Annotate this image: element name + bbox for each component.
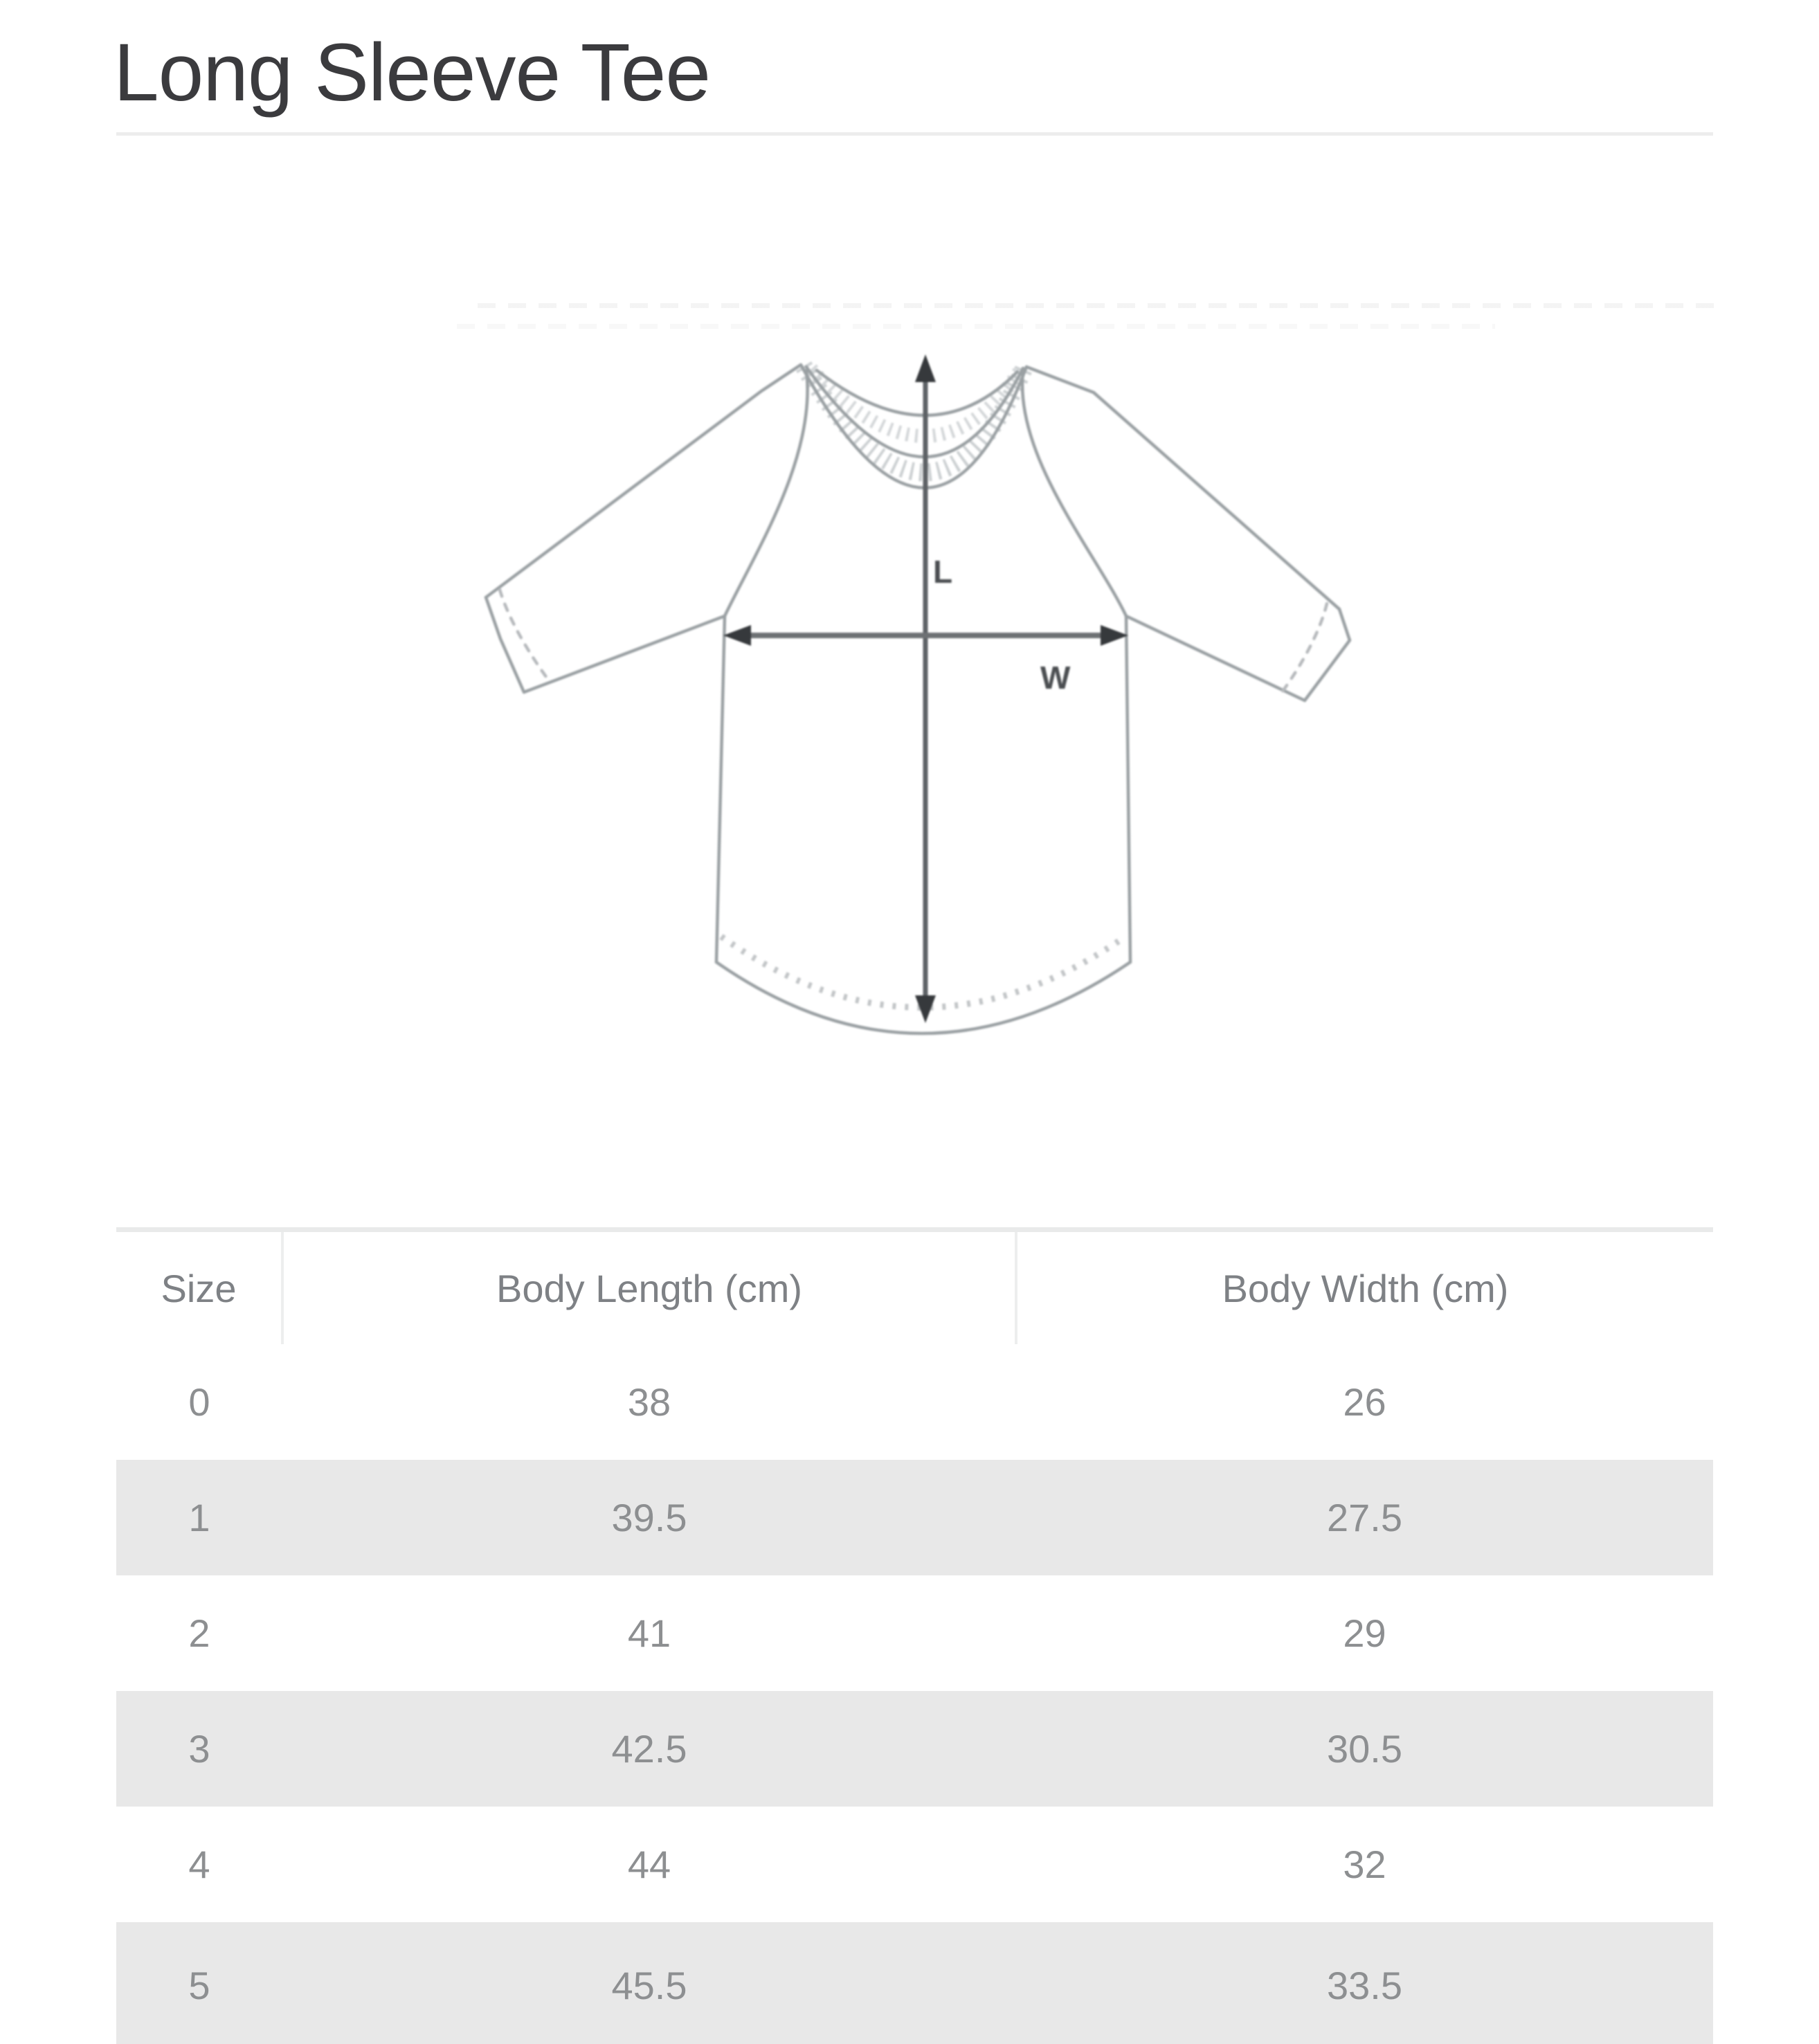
scan-noise-band <box>478 303 1717 308</box>
table-row <box>116 1460 1713 1575</box>
table-row <box>116 1807 1713 1922</box>
size-table <box>116 1227 1713 2044</box>
size-cell: 4 <box>188 1843 210 1886</box>
length-label: L <box>933 554 953 590</box>
col-header-size: Size <box>116 1230 282 1345</box>
length-cell: 45.5 <box>611 1964 687 2007</box>
length-cell: 39.5 <box>611 1496 687 1539</box>
length-cell: 44 <box>627 1843 671 1886</box>
collar <box>801 365 1026 488</box>
col-header-width: Body Width (cm) <box>1016 1230 1713 1345</box>
width-cell: 30.5 <box>1327 1727 1402 1771</box>
length-arrow <box>915 354 936 1023</box>
size-cell: 3 <box>188 1727 210 1771</box>
col-header-length: Body Length (cm) <box>282 1230 1016 1345</box>
header-row <box>116 1230 1713 1345</box>
shirt-outline <box>486 365 1350 1033</box>
table-row <box>116 1922 1713 2044</box>
table-row <box>116 1575 1713 1691</box>
table-row <box>116 1344 1713 1460</box>
length-cell: 41 <box>627 1611 671 1655</box>
length-cell: 38 <box>627 1380 671 1424</box>
width-cell: 32 <box>1343 1843 1386 1886</box>
size-cell: 1 <box>188 1496 210 1539</box>
shirt-diagram <box>457 346 1384 1052</box>
width-cell: 29 <box>1343 1611 1386 1655</box>
width-label: W <box>1040 660 1071 696</box>
table-row <box>116 1691 1713 1807</box>
title-divider <box>116 132 1713 136</box>
size-cell: 5 <box>188 1964 210 2007</box>
size-cell: 0 <box>188 1380 210 1424</box>
width-cell: 33.5 <box>1327 1964 1402 2007</box>
size-cell: 2 <box>188 1611 210 1655</box>
width-cell: 26 <box>1343 1380 1386 1424</box>
scan-noise-band <box>457 324 1495 329</box>
width-cell: 27.5 <box>1327 1496 1402 1539</box>
length-cell: 42.5 <box>611 1727 687 1771</box>
page-title: Long Sleeve Tee <box>114 27 710 118</box>
shirt-sketch-image <box>457 346 1384 1052</box>
